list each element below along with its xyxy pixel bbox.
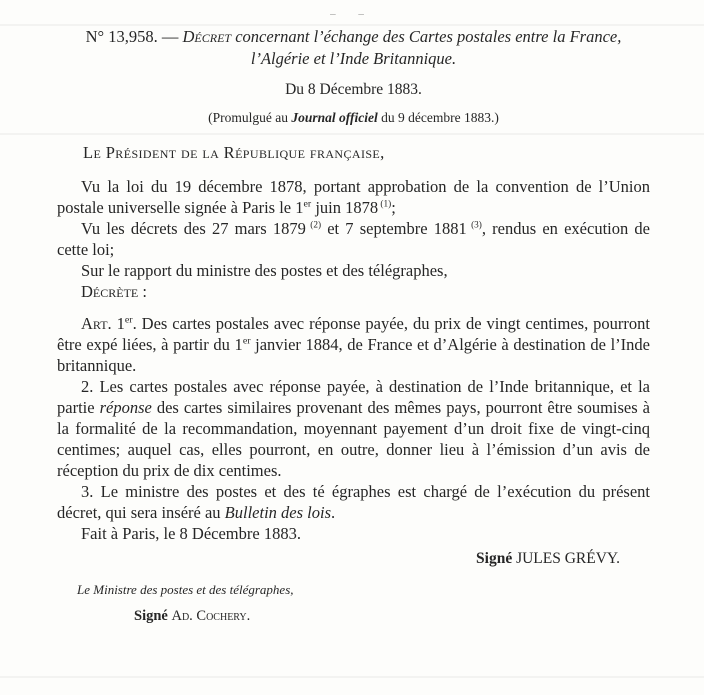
closing-line: Fait à Paris, le 8 Décembre 1883. bbox=[81, 524, 301, 543]
article-1: Art. 1er. Des cartes postales avec réponse payée, du prix de vingt centimes, pourront être expé liées, à partir du 1er janvier 1884, de France et d’Algérie à destination de l’Inde britannique. bbox=[57, 314, 650, 375]
decree-title-line1: N° 13,958. — Décret concernant l’échange des Cartes postales entre la France, bbox=[85, 27, 622, 46]
minister-title-line: Le Ministre des postes et des télégraphes, bbox=[77, 582, 294, 597]
decree-title-line2: l’Algérie et l’Inde Britannique. bbox=[250, 48, 457, 68]
promulgation-note: (Promulgué au Journal officiel du 9 décembre 1883.) bbox=[208, 110, 499, 125]
signature-minister: Signé Ad. Cochery. bbox=[134, 608, 251, 624]
decree-word: Décrète : bbox=[81, 282, 147, 301]
article-3: 3. Le ministre des postes et des té égraphes est chargé de l’exécution du présent décret, qui sera inséré au Bulletin des lois. bbox=[57, 482, 650, 522]
scan-top-marks: – – bbox=[330, 8, 374, 20]
scan-streak bbox=[0, 676, 704, 678]
decree-body bbox=[57, 143, 650, 625]
signature-president: Signé JULES GRÉVY. bbox=[476, 550, 620, 567]
article-2: 2. Les cartes postales avec réponse payée, à destination de l’Inde britannique, et la partie réponse des cartes similaires provenant des mêmes pays, pourront être soumises à la formalité de la recommandation, moyennant payement d’un droit fixe de vingt-cinq centimes; auquel cas, elles pourront, en outre, donner lieu à l’émission d’un avis de réception du prix de dix centimes. bbox=[57, 377, 651, 480]
recital-2: Vu les décrets des 27 mars 1879 $^{(2)}$ et 7 septembre 1881 $^{(3)}$, rendus en exécution de cette loi; bbox=[57, 219, 651, 259]
recital-3: Sur le rapport du ministre des postes et des télégraphes, bbox=[81, 261, 448, 280]
decree-header bbox=[57, 26, 650, 126]
recital-1: Vu la loi du 19 décembre 1878, portant approbation de la convention de l’Union postale universelle signée à Paris le 1er juin 1878 $^{(1)}$; bbox=[57, 177, 650, 217]
salutation-line: Le Président de la République française, bbox=[83, 143, 385, 162]
decree-date: Du 8 Décembre 1883. bbox=[285, 81, 422, 98]
